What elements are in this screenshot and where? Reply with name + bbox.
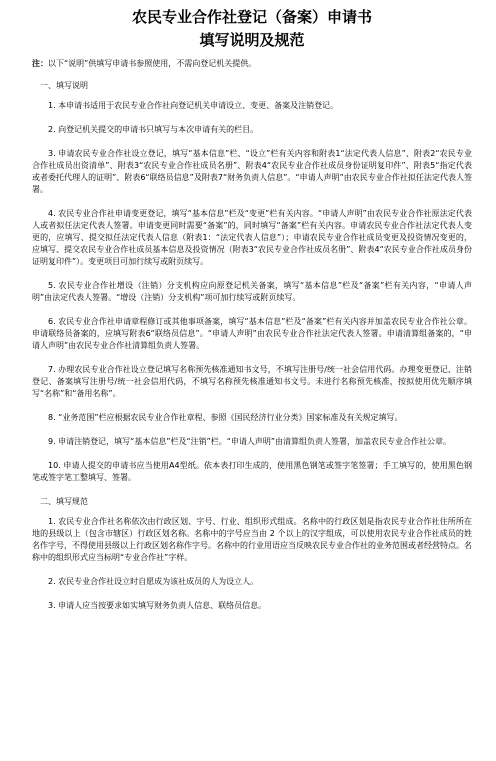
document-title: 农民专业合作社登记（备案）申请书 xyxy=(131,8,372,26)
paragraph: 2. 向登记机关提交的申请书只填写与本次申请有关的栏目。 xyxy=(48,125,259,134)
paragraph: 1. 农民专业合作社名称依次由行政区划、字号、行业、组织形式组成。名称中的行政区划是指农民专业合作社住所所在地的县级以上（包含市辖区）行政区划名称。名称中的字号应当由 2 个以上的汉字组成，可以使用农民专业合作社成员的姓名作字号，不得使用县级以上行政区划名称作字号。名称中的行业用语应当反映农民专业合作社的业务范围或者经营特点。名称中的组织形式应当标明“专业合作社”字样。 xyxy=(32,517,472,562)
paragraph: 7. 办理农民专业合作社设立登记填写名称预先核准通知书文号，不填写注册号/统一社会信用代码。办理变更登记、注销登记、备案填写注册号/统一社会信用代码，不填写名称预先核准通知书文号。未进行名称预先核准，按拟使用优先顺序填写“名称”和“备用名称”。 xyxy=(32,365,472,398)
paragraph: 2. 农民专业合作社设立时自愿成为该社成员的人为设立人。 xyxy=(48,577,259,586)
section-2-body xyxy=(32,516,472,612)
paragraph: 1. 本申请书适用于农民专业合作社向登记机关申请设立、变更、备案及注销登记。 xyxy=(48,101,339,110)
paragraph: 3. 申请人应当按要求如实填写财务负责人信息、联络员信息。 xyxy=(48,601,267,610)
paragraph: 8. “业务范围”栏应根据农民专业合作社章程、参照《国民经济行业分类》国家标准及有关规定填写。 xyxy=(48,413,403,422)
paragraph: 4. 农民专业合作社申请变更登记，填写“基本信息”栏及“变更”栏有关内容。“申请人声明”由农民专业合作社原法定代表人或者拟任法定代表人签署。申请变更同时需要“备案”的，同时填写“备案”栏有关内容。申请农民专业合作社法定代表人变更的，应填写、提交拟任法定代表人信息（附表1：“法定代表人信息”）；申请农民专业合作社成员变更及投资情况变更的，应填写、提交农民专业合作社成员基本信息及投资情况（附表3“农民专业合作社成员名册”、附表4“农民专业合作社成员身份证明复印件”）。变更项目可加行续写或附页续写。 xyxy=(32,209,472,266)
section-heading-1: 一、填写说明 xyxy=(40,81,88,90)
paragraph: 6. 农民专业合作社申请章程修订或其他事项备案，填写“基本信息”栏及“备案”栏有关内容并加盖农民专业合作社公章。申请联络员备案的，应填写附表6“联络员信息”。“申请人声明”由农民专业合作社法定代表人签署。申请清算组备案的，“申请人声明”由农民专业合作社清算组负责人签署。 xyxy=(32,317,472,350)
section-1-body xyxy=(32,100,472,484)
note-line xyxy=(32,58,472,70)
note-label: 注： xyxy=(32,59,48,68)
note-text: 以下“说明”供填写申请书参照使用，不需向登记机关提供。 xyxy=(48,59,257,68)
paragraph: 3. 申请农民专业合作社设立登记，填写“基本信息”栏、“设立”栏有关内容和附表1“法定代表人信息”、附表2“农民专业合作社成员出资清单”、附表3“农民专业合作社成员名册”、附表4“农民专业合作社成员身份证明复印件”、附表5“指定代表或者委托代理人的证明”、附表6“联络员信息”及附表7“财务负责人信息”。“申请人声明”由农民专业合作社拟任法定代表人签署。 xyxy=(32,149,472,194)
document-subtitle: 填写说明及规范 xyxy=(199,31,305,49)
section-heading-2: 二、填写规范 xyxy=(40,497,88,506)
paragraph: 10. 申请人提交的申请书应当使用A4型纸。依本表打印生成的，使用黑色钢笔或签字笔签署；手工填写的，使用黑色钢笔或签字笔工整填写、签署。 xyxy=(32,461,472,482)
paragraph: 5. 农民专业合作社增设（注销）分支机构应向原登记机关备案，填写“基本信息”栏及“备案”栏有关内容，“申请人声明”由法定代表人签署。“增设（注销）分支机构”项可加行续写或附页续写。 xyxy=(32,281,472,302)
paragraph: 9. 申请注销登记，填写“基本信息”栏及“注销”栏。“申请人声明”由清算组负责人签署，加盖农民专业合作社公章。 xyxy=(48,437,452,446)
